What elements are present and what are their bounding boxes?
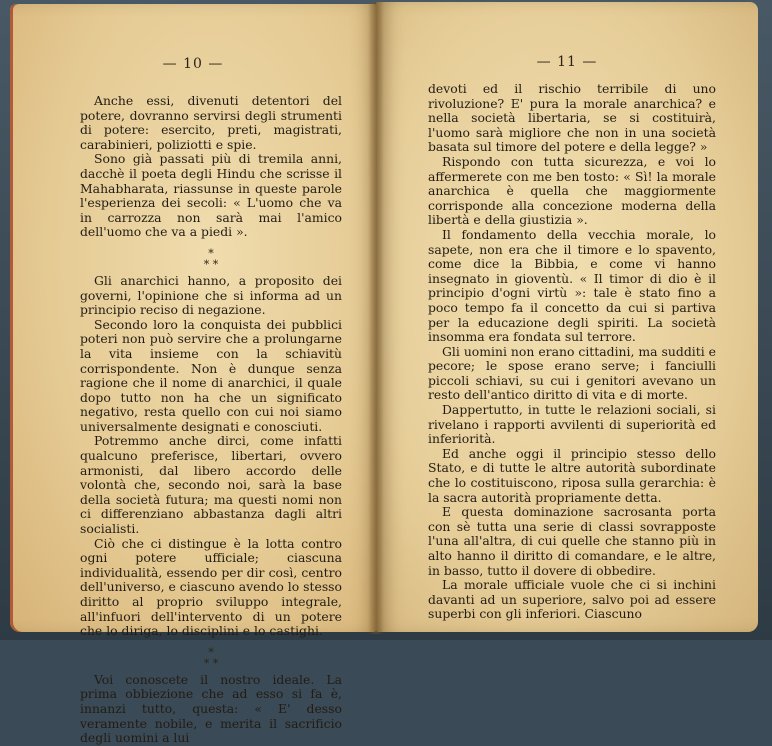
- paragraph: La morale ufficiale vuole che ci si inchini davanti ad un superiore, salvo poi ad essere superbi con gli inferiori. Ciascuno: [428, 577, 716, 622]
- paragraph: Il fondamento della vecchia morale, lo sapete, non era che il timore e lo spavento, come dice la Bibbia, e come vi hanno insegnato in gioventù. « Il timor di dio è il principio d'ogni virtù »: tale è stato fino a poco tempo fa il concetto da cui si partiva per la educazione degli spiriti. La società insomma era fondata sul terrore.: [428, 226, 716, 345]
- paragraph: Gli uomini non erano cittadini, ma sudditi e pecore; le spose erano serve; i fanciulli piccoli schiavi, su cui i genitori avevano un resto dell'antico diritto di vita e di morte.: [428, 343, 716, 403]
- paragraph: Potremmo anche dirci, come infatti qualcuno preferisce, libertari, ovvero armonisti, dal libero accordo delle volontà che, secondo noi, sarà la base della società futura; ma questi nomi non ci differenziano abbastanza dagli altri socialisti.: [80, 433, 342, 537]
- left-page: [10, 4, 376, 746]
- book-gutter: [368, 2, 384, 634]
- page-number: — 10 —: [162, 56, 224, 72]
- paragraph: Ciò che ci distingue è la lotta contro ogni potere ufficiale; ciascuna individualità, essendo per dir così, centro dell'universo, e ciascuno avendo lo stesso diritto al proprio sviluppo integrale, all'infuori dell'intervento di un potere che lo diriga, lo disciplini e lo castighi.: [80, 535, 342, 639]
- paragraph: Sono già passati più di tremila anni, dacchè il poeta degli Hindu che scrisse il Mahabharata, riassunse in queste parole l'esperienza dei secoli: « L'uomo che va in carrozza non sarà mai l'amico dell'uomo che va a piedi ».: [80, 151, 342, 240]
- page-text: [80, 94, 342, 746]
- page-number: — 11 —: [536, 54, 598, 70]
- paragraph: Secondo loro la conquista dei pubblici poteri non può servire che a prolungarne la vita insieme con la schiavitù corrispondente. Non è dunque senza ragione che il nome di anarchici, il quale dopo tutto non ha che un significato negativo, resta quello con cui noi siamo universalmente designati e conosciuti.: [80, 316, 342, 434]
- page-text: [428, 82, 716, 622]
- paragraph: Rispondo con tutta sicurezza, e voi lo affermerete con me ben tosto: « Sì! la morale anarchica è quella che maggiormente corrisponde alla concezione moderna della libertà e della giustizia ».: [428, 153, 716, 228]
- section-ornament: * * *: [203, 645, 219, 670]
- paragraph: devoti ed il rischio terribile di uno rivoluzione? E' pura la morale anarchica? e nella società libertaria, se si costituirà, l'uomo sarà migliore che non in una società basata sul timore del potere e della legge? »: [428, 81, 716, 155]
- paragraph: Voi conoscete il nostro ideale. La prima obbiezione che ad esso si fa è, innanzi tutto, questa: « E' desso veramente nobile, e merita il sacrificio degli uomini a lui: [80, 671, 342, 746]
- paragraph: Gli anarchici hanno, a proposito dei governi, l'opinione che si informa ad un principio reciso di negazione.: [80, 272, 342, 318]
- right-page: [376, 2, 758, 632]
- paragraph: Anche essi, divenuti detentori del potere, dovranno servirsi degli strumenti di potere: esercito, preti, magistrati, carabinieri, poliziotti e spie.: [80, 93, 342, 152]
- paragraph: Ed anche oggi il principio stesso dello Stato, e di tutte le altre autorità subordinate che lo costituiscono, riposa sulla gerarchia: è la sacra autorità propriamente detta.: [428, 445, 716, 505]
- paragraph: E questa dominazione sacrosanta porta con sè tutta una serie di classi sovrapposte l'una all'altra, di cui quelle che stanno più in alto hanno il diritto di comandare, e le altre, in basso, tutto il dovere di obbedire.: [428, 504, 716, 578]
- section-ornament: * * *: [203, 246, 219, 271]
- paragraph: Dappertutto, in tutte le relazioni sociali, si rivelano i rapporti avvilenti di superiorità ed inferiorità.: [428, 402, 716, 447]
